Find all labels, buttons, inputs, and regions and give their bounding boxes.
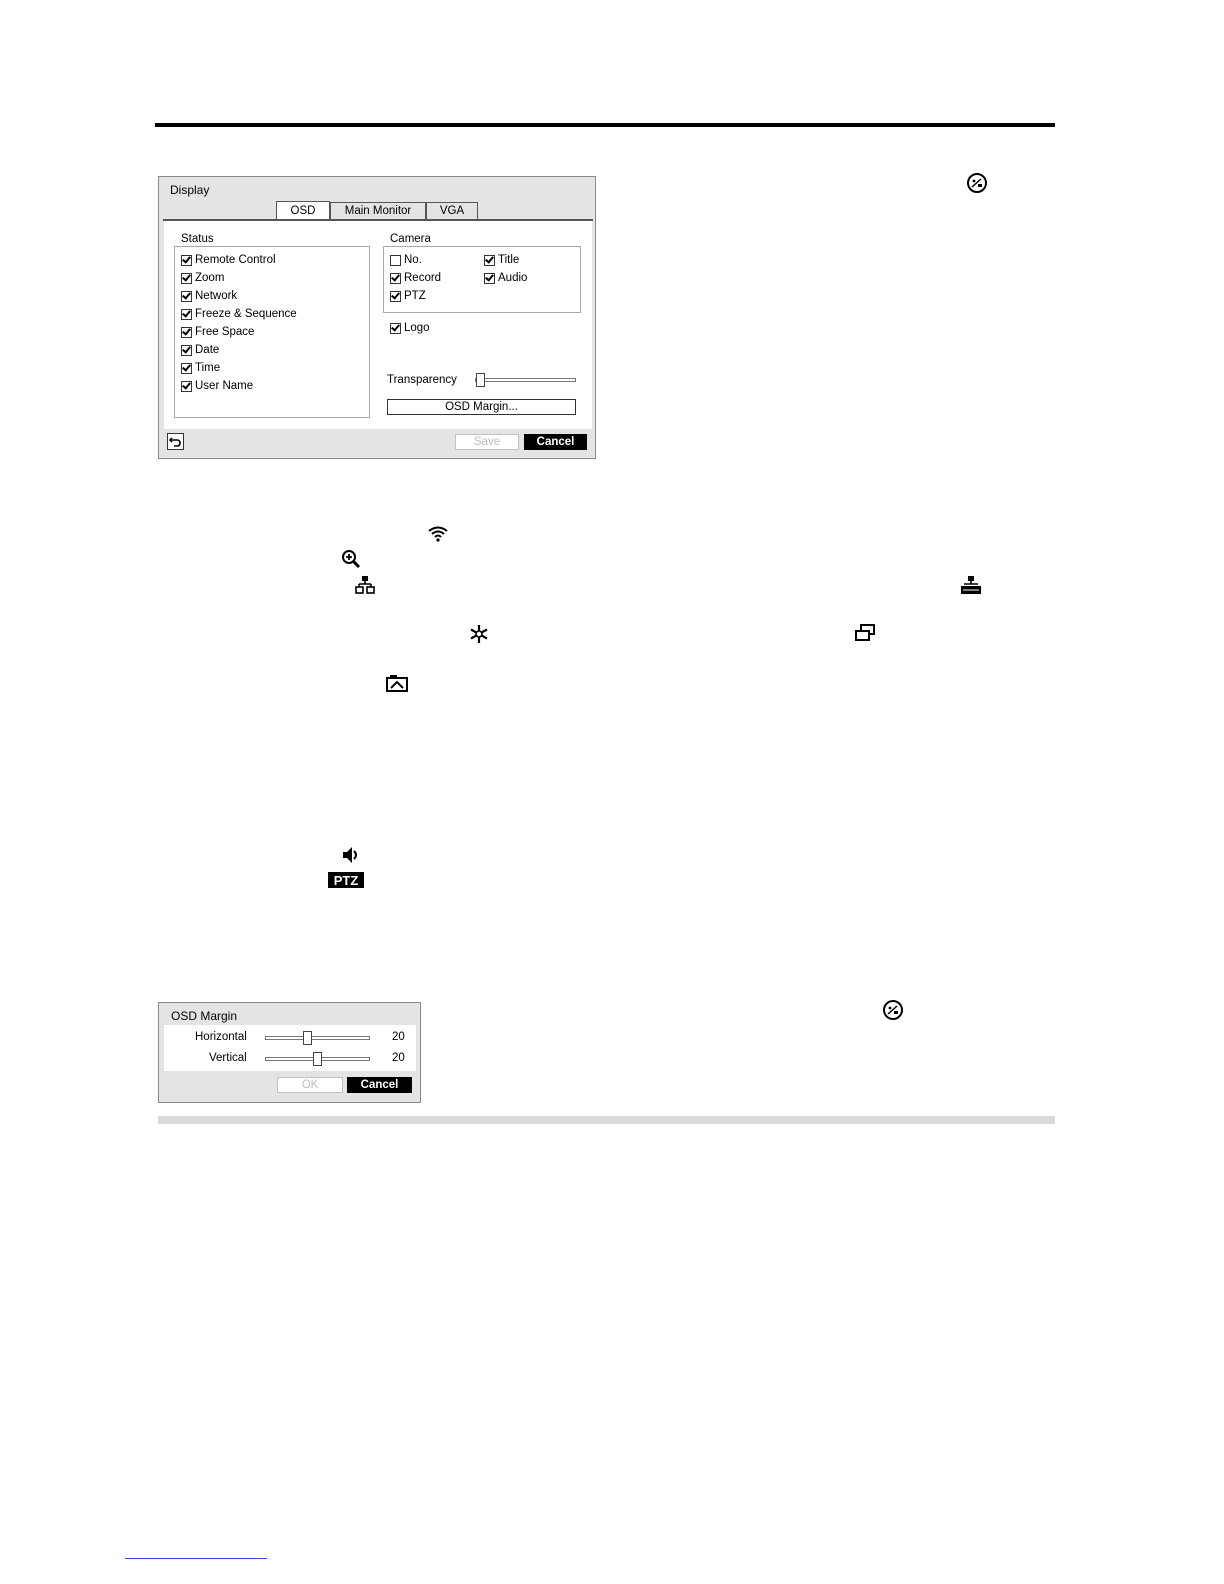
status-checkbox[interactable]	[181, 378, 253, 394]
checkbox-label: Freeze & Sequence	[195, 308, 297, 320]
status-checkbox[interactable]	[181, 360, 220, 376]
checkbox-box	[484, 273, 495, 284]
status-checkbox[interactable]	[181, 324, 254, 340]
audio-icon	[340, 845, 362, 865]
sequence-icon	[854, 623, 876, 643]
checkbox-box	[181, 345, 192, 356]
checkbox-box	[181, 309, 192, 320]
checkbox-label: Record	[404, 272, 442, 284]
vertical-label: Vertical	[209, 1052, 247, 1064]
back-button[interactable]	[167, 433, 184, 450]
horizontal-slider[interactable]	[265, 1036, 370, 1040]
margin-cancel-button[interactable]: Cancel	[347, 1077, 412, 1093]
camera-record-checkbox[interactable]	[390, 270, 441, 286]
section-divider	[158, 1116, 1055, 1124]
dialog-title: Display	[170, 183, 210, 197]
vertical-slider-thumb[interactable]	[313, 1052, 322, 1066]
checkbox-box	[181, 291, 192, 302]
status-checkbox[interactable]	[181, 252, 276, 268]
checkbox-box	[181, 363, 192, 374]
remote-control-icon	[427, 525, 449, 543]
horizontal-value: 20	[392, 1031, 405, 1043]
camera-audio-checkbox[interactable]	[484, 270, 527, 286]
osd-margin-title: OSD Margin	[171, 1009, 238, 1023]
checkbox-label: User Name	[195, 380, 254, 392]
camera-no-checkbox[interactable]	[390, 252, 422, 268]
setup-icon	[882, 999, 904, 1021]
transparency-slider-thumb[interactable]	[476, 373, 485, 387]
tab-main-monitor[interactable]: Main Monitor	[330, 202, 426, 219]
status-group-title: Status	[181, 233, 214, 245]
checkbox-label: Free Space	[195, 326, 255, 338]
checkbox-box	[181, 381, 192, 392]
transparency-label: Transparency	[387, 374, 457, 386]
camera-ptz-checkbox[interactable]	[390, 288, 426, 304]
osd-margin-button[interactable]: OSD Margin...	[387, 399, 576, 415]
checkbox-label: Network	[195, 290, 238, 302]
network-alt-icon	[960, 575, 982, 595]
footer-link-underline	[125, 1558, 267, 1559]
checkbox-label: Audio	[498, 272, 528, 284]
checkbox-label: Logo	[404, 322, 430, 334]
setup-icon	[966, 172, 988, 194]
camera-title-checkbox[interactable]	[484, 252, 519, 268]
ptz-icon	[328, 872, 364, 888]
transparency-slider[interactable]	[475, 378, 576, 382]
checkbox-label: Date	[195, 344, 220, 356]
checkbox-label: PTZ	[404, 290, 426, 302]
logo-checkbox[interactable]	[390, 320, 430, 336]
tab-osd[interactable]: OSD	[276, 201, 330, 220]
checkbox-box	[390, 273, 401, 284]
horizontal-label: Horizontal	[195, 1031, 247, 1043]
vertical-value: 20	[392, 1052, 405, 1064]
free-space-icon	[385, 673, 409, 693]
checkbox-box	[181, 255, 192, 266]
back-arrow-icon	[169, 435, 182, 448]
checkbox-label: No.	[404, 254, 422, 266]
cancel-button[interactable]: Cancel	[524, 434, 587, 450]
checkbox-box	[390, 291, 401, 302]
status-checkbox[interactable]	[181, 342, 219, 358]
freeze-icon	[469, 624, 489, 644]
horizontal-slider-thumb[interactable]	[303, 1031, 312, 1045]
ptz-icon-label: PTZ	[333, 872, 359, 888]
checkbox-label: Title	[498, 254, 520, 266]
checkbox-label: Remote Control	[195, 254, 276, 266]
checkbox-label: Time	[195, 362, 221, 374]
status-checkbox[interactable]	[181, 288, 237, 304]
status-checkbox[interactable]	[181, 306, 297, 322]
network-icon	[355, 575, 375, 595]
checkbox-box	[484, 255, 495, 266]
camera-group-title: Camera	[390, 233, 431, 245]
save-button[interactable]: Save	[455, 434, 519, 450]
ok-button[interactable]: OK	[277, 1077, 343, 1093]
status-checkbox[interactable]	[181, 270, 224, 286]
checkbox-label: Zoom	[195, 272, 225, 284]
checkbox-box	[181, 327, 192, 338]
tab-vga[interactable]: VGA	[426, 202, 478, 219]
checkbox-box	[181, 273, 192, 284]
checkbox-box	[390, 255, 401, 266]
zoom-icon	[341, 549, 361, 569]
checkbox-box	[390, 323, 401, 334]
top-rule	[155, 123, 1055, 127]
